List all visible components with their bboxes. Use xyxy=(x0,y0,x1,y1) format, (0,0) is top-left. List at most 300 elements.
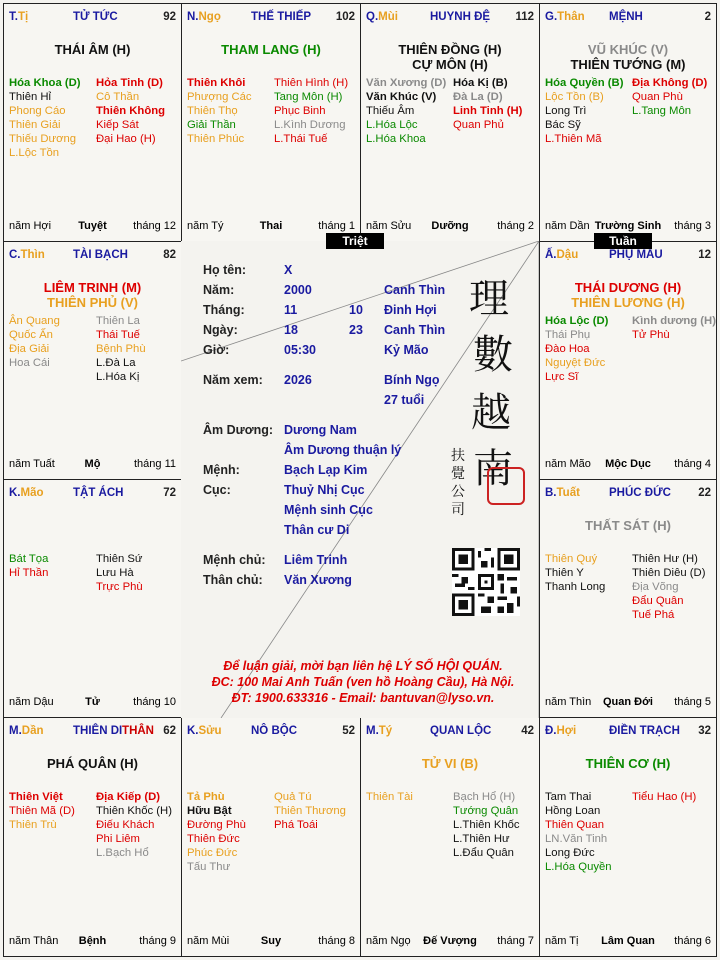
truong-sinh: Mộ xyxy=(84,458,101,470)
minor-star: Thiên Mã (D) xyxy=(9,805,75,817)
minor-star: Quả Tú xyxy=(274,791,312,803)
palace-number: 92 xyxy=(163,11,176,23)
palace-name: THẾ THIẾP xyxy=(251,11,312,23)
minor-stars-right xyxy=(632,76,707,118)
minor-star: Đà La (D) xyxy=(453,91,503,103)
minor-star: Thiên Quý xyxy=(545,553,598,565)
contact-line-3: ĐT: 1900.633316 - Email: bantuvan@lyso.vn. xyxy=(231,691,495,705)
gio-canchi: Kỷ Mão xyxy=(384,343,429,357)
palace-month: tháng 9 xyxy=(139,935,176,947)
gio-value: 05:30 xyxy=(284,343,316,357)
nam-xem-label: Năm xem: xyxy=(203,373,263,387)
minor-star: Thiên Giải xyxy=(9,119,61,131)
minor-star: Hữu Bật xyxy=(187,805,232,817)
minor-star: Văn Khúc (V) xyxy=(366,91,437,103)
palace-name: QUAN LỘC xyxy=(430,725,492,737)
ngay-label: Ngày: xyxy=(203,323,238,337)
logo-sub-2: 覺 xyxy=(451,466,465,482)
palace-suu xyxy=(181,717,361,957)
than-chu-value: Văn Xương xyxy=(284,573,352,587)
truong-sinh: Mộc Dục xyxy=(605,458,651,470)
palace-chi: Thìn xyxy=(20,249,45,261)
ho-ten-value: X xyxy=(284,263,293,277)
palace-chi: Mùi xyxy=(378,11,398,23)
minor-star: Hóa Kị (B) xyxy=(453,77,508,89)
palace-footer xyxy=(9,696,176,710)
palace-month: tháng 8 xyxy=(318,935,355,947)
palace-chi: Tuất xyxy=(556,487,580,499)
minor-star: Thái Phụ xyxy=(545,329,591,341)
minor-star: Hóa Khoa (D) xyxy=(9,77,81,89)
minor-star: Thái Tuế xyxy=(96,329,140,341)
minor-star: Thiên Tài xyxy=(366,791,413,803)
thang-label: Tháng: xyxy=(203,303,245,317)
minor-stars-right xyxy=(632,790,696,804)
minor-star: Nguyệt Đức xyxy=(545,357,606,369)
palace-number: 12 xyxy=(698,249,711,261)
palace-tuat xyxy=(539,479,717,718)
minor-star: Địa Giải xyxy=(9,343,50,355)
minor-stars-right xyxy=(96,552,143,594)
palace-footer xyxy=(187,220,355,234)
palace-chi: Ngọ xyxy=(198,11,221,23)
palace-footer xyxy=(545,220,711,234)
minor-star: Thiên Trù xyxy=(9,819,57,831)
minor-star: Trực Phù xyxy=(96,581,143,593)
minor-stars-right xyxy=(453,790,520,860)
truong-sinh: Quan Đới xyxy=(603,696,653,708)
minor-star: L.Bạch Hổ xyxy=(96,847,149,859)
contact-line-1: Để luận giải, mời bạn liên hệ LÝ SỐ HỘI QUÁN. xyxy=(223,659,503,673)
palace-year: năm Sửu xyxy=(366,220,412,232)
palace-year: năm Mùi xyxy=(187,935,230,947)
minor-star: L.Thiên Khốc xyxy=(453,819,520,831)
palace-can: Ấ.Dậu xyxy=(545,249,579,261)
minor-star: Long Đức xyxy=(545,847,595,859)
palace-header xyxy=(545,487,711,503)
palace-footer xyxy=(9,458,176,472)
minor-star: Linh Tinh (H) xyxy=(453,105,523,117)
tuan-badge: Tuần xyxy=(594,233,652,249)
minor-star: L.Đẩu Quân xyxy=(453,847,514,859)
minor-star: Phượng Các xyxy=(187,91,252,103)
palace-month: tháng 11 xyxy=(133,458,176,470)
minor-star: Lưu Hà xyxy=(96,567,134,579)
truong-sinh: Đế Vượng xyxy=(423,935,477,947)
minor-star: Thiên Sứ xyxy=(96,553,143,565)
palace-year: năm Ngọ xyxy=(366,935,411,947)
minor-stars-left xyxy=(545,790,612,874)
center-info-panel xyxy=(181,241,539,718)
palace-year: năm Mão xyxy=(545,458,591,470)
palace-header xyxy=(9,725,176,741)
main-star: THÁI DƯƠNG (H) xyxy=(574,280,682,295)
menh-value: Bạch Lạp Kim xyxy=(284,463,368,477)
menh-chu-value: Liêm Trinh xyxy=(284,553,348,567)
seal-stamp xyxy=(487,467,525,505)
minor-star: Thiên Việt xyxy=(9,791,63,803)
palace-name: THIÊN DI xyxy=(73,725,123,737)
palace-footer xyxy=(9,935,176,949)
logo-char-2: 數 xyxy=(473,332,513,378)
minor-star: Thiên Hỉ xyxy=(9,91,52,103)
minor-star: Bác Sỹ xyxy=(545,119,581,131)
minor-stars-right xyxy=(96,790,172,860)
palace-year: năm Thìn xyxy=(545,696,592,708)
palace-number: 52 xyxy=(342,725,355,737)
logo-char-1: 理 xyxy=(469,276,509,322)
minor-star: Bệnh Phù xyxy=(96,343,146,355)
minor-stars-right xyxy=(96,76,165,146)
minor-star: Thiên Hình (H) xyxy=(274,77,349,89)
minor-star: Hồng Loan xyxy=(545,805,601,817)
minor-star: Hóa Lộc (D) xyxy=(545,315,609,327)
minor-star: Thiên Hư (H) xyxy=(632,553,698,565)
ngay-value: 18 xyxy=(284,323,298,337)
minor-star: Thiên Không xyxy=(96,105,166,117)
ho-ten-label: Họ tên: xyxy=(203,263,247,277)
minor-star: Tướng Quân xyxy=(453,805,519,817)
palace-year: năm Tuất xyxy=(9,458,55,470)
am-duong-value: Dương Nam xyxy=(284,423,357,437)
minor-star: Hỏa Tinh (D) xyxy=(96,77,163,89)
palace-can: Đ.Hợi xyxy=(545,725,577,737)
minor-star: Cô Thần xyxy=(96,91,140,103)
palace-year: năm Dần xyxy=(545,220,590,232)
palace-ngo xyxy=(181,3,361,242)
main-star: VŨ KHÚC (V) xyxy=(587,42,669,57)
minor-star: L.Hóa Khoa xyxy=(366,133,426,145)
palace-number: 62 xyxy=(163,725,176,737)
minor-stars-right xyxy=(632,552,705,622)
cuc-label: Cục: xyxy=(203,483,231,497)
palace-year: năm Tị xyxy=(545,935,579,947)
palace-thin xyxy=(3,241,182,480)
minor-stars-left xyxy=(545,76,623,146)
truong-sinh: Tử xyxy=(85,696,100,708)
main-star: THAM LANG (H) xyxy=(221,42,321,57)
minor-star: L.Hóa Lộc xyxy=(366,119,418,131)
truong-sinh: Tuyệt xyxy=(78,220,107,232)
palace-header xyxy=(9,249,176,265)
minor-stars-left xyxy=(187,790,246,874)
main-star: THIÊN TƯỚNG (M) xyxy=(570,57,686,72)
minor-star: Phong Cáo xyxy=(9,105,66,117)
palace-month: tháng 5 xyxy=(674,696,711,708)
palace-header xyxy=(187,11,355,27)
logo-sub-1: 扶 xyxy=(451,448,465,464)
minor-stars-left xyxy=(9,552,48,580)
minor-stars-right xyxy=(274,76,348,146)
minor-star: Kiếp Sát xyxy=(96,119,139,131)
main-star: PHÁ QUÂN (H) xyxy=(47,756,138,771)
minor-star: Thiên Thương xyxy=(274,805,346,817)
palace-header xyxy=(187,725,355,741)
minor-star: Tiểu Hao (H) xyxy=(632,791,697,803)
than-chu-label: Thân chủ: xyxy=(203,573,263,587)
minor-star: Phá Toái xyxy=(274,819,318,831)
palace-footer xyxy=(9,220,176,234)
minor-star: Thiên La xyxy=(96,315,140,327)
main-star: CỰ MÔN (H) xyxy=(412,57,488,72)
palace-chi: Tị xyxy=(17,11,29,23)
main-star: THÁI ÂM (H) xyxy=(54,42,131,57)
palace-month: tháng 7 xyxy=(497,935,534,947)
minor-star: L.Thái Tuế xyxy=(274,133,328,145)
minor-star: Tử Phù xyxy=(632,329,670,341)
palace-chi: Tý xyxy=(378,725,393,737)
minor-star: Thiên Quan xyxy=(545,819,605,831)
minor-star: Thiên Phúc xyxy=(187,133,245,145)
minor-star: Bạch Hổ (H) xyxy=(453,791,516,803)
palace-year: năm Tý xyxy=(187,220,224,232)
palace-number: 32 xyxy=(698,725,711,737)
minor-star: Địa Không (D) xyxy=(632,77,708,89)
palace-year: năm Hợi xyxy=(9,220,52,232)
minor-star: Đại Hao (H) xyxy=(96,133,156,145)
minor-star: Thiên Khôi xyxy=(187,77,246,89)
palace-number: 72 xyxy=(163,487,176,499)
minor-star: Phi Liêm xyxy=(96,833,140,845)
minor-star: Hoa Cái xyxy=(9,357,50,369)
palace-mao xyxy=(3,479,182,718)
minor-star: Tam Thai xyxy=(545,791,592,803)
palace-header xyxy=(9,11,176,27)
palace-name: NÔ BỘC xyxy=(251,725,297,737)
minor-star: Hỉ Thần xyxy=(9,567,49,579)
palace-header xyxy=(9,487,176,503)
palace-month: tháng 12 xyxy=(133,220,176,232)
minor-star: Văn Xương (D) xyxy=(366,77,447,89)
palace-chi: Dậu xyxy=(556,249,579,261)
logo-char-3: 越 xyxy=(471,390,511,436)
minor-star: Địa Kiếp (D) xyxy=(96,791,161,803)
minor-star: Đẩu Quân xyxy=(632,595,684,607)
palace-number: 82 xyxy=(163,249,176,261)
palace-month: tháng 4 xyxy=(674,458,711,470)
truong-sinh: Suy xyxy=(260,935,282,947)
palace-number: 102 xyxy=(335,11,355,23)
triet-badge: Triệt xyxy=(326,233,384,249)
cuc-value: Thuỷ Nhị Cục xyxy=(284,483,365,497)
palace-can: M.Dần xyxy=(9,725,44,737)
thang-value: 11 xyxy=(284,303,298,317)
truong-sinh: Trường Sinh xyxy=(594,220,662,232)
palace-ti xyxy=(3,3,182,242)
palace-footer xyxy=(545,935,711,949)
palace-header xyxy=(545,249,711,265)
palace-month: tháng 6 xyxy=(674,935,711,947)
main-star: THIÊN LƯƠNG (H) xyxy=(571,295,685,310)
minor-star: Ân Quang xyxy=(9,315,60,327)
palace-header xyxy=(545,725,711,741)
minor-stars-right xyxy=(274,790,346,832)
minor-star: Tả Phù xyxy=(187,791,225,803)
minor-star: L.Hóa Quyền xyxy=(545,861,612,873)
tuoi-value: 27 tuổi xyxy=(384,393,425,407)
palace-chi: Mão xyxy=(20,487,44,499)
minor-star: Thiếu Âm xyxy=(366,105,415,117)
minor-star: Điếu Khách xyxy=(96,819,155,831)
nam-xem-canchi: Bính Ngọ xyxy=(384,373,440,387)
palace-month: tháng 3 xyxy=(674,220,711,232)
minor-star: LN.Văn Tinh xyxy=(545,833,608,845)
minor-star: Thiên Diêu (D) xyxy=(632,567,706,579)
palace-can: K.Mão xyxy=(9,487,44,499)
palace-can: N.Ngọ xyxy=(187,11,221,23)
minor-star: Lực Sĩ xyxy=(545,371,579,383)
minor-star: Đào Hoa xyxy=(545,343,590,355)
palace-year: năm Thân xyxy=(9,935,59,947)
minor-stars-left xyxy=(9,790,75,832)
menh-label: Mệnh: xyxy=(203,463,240,477)
minor-star: Phục Binh xyxy=(274,105,326,117)
palace-footer xyxy=(545,696,711,710)
minor-stars-right xyxy=(96,314,146,384)
palace-chi: Dần xyxy=(21,725,44,737)
palace-can: Q.Mùi xyxy=(366,11,398,23)
palace-month: tháng 10 xyxy=(133,696,176,708)
logo-char-4: 南 xyxy=(473,446,513,492)
minor-star: Kình dương (H) xyxy=(632,315,716,327)
main-star: TỬ VI (B) xyxy=(421,756,479,771)
main-star: THẤT SÁT (H) xyxy=(585,518,671,533)
minor-star: Quốc Ấn xyxy=(9,329,53,341)
logo-sub-4: 司 xyxy=(451,502,465,518)
menh-chu-label: Mệnh chủ: xyxy=(203,553,266,567)
minor-stars-left xyxy=(187,76,252,146)
palace-header xyxy=(366,725,534,741)
cuc-relation: Mệnh sinh Cục xyxy=(284,503,373,517)
palace-year: năm Dậu xyxy=(9,696,54,708)
palace-name: TỬ TỨC xyxy=(73,11,118,23)
minor-star: L.Thiên Hư xyxy=(453,833,510,845)
minor-star: Thiên Khốc (H) xyxy=(96,805,172,817)
truong-sinh: Lâm Quan xyxy=(601,935,655,947)
palace-name: PHỤ MẪU xyxy=(609,249,663,261)
palace-footer xyxy=(366,935,534,949)
minor-star: L.Tang Môn xyxy=(632,105,692,117)
palace-name: TẬT ÁCH xyxy=(73,487,124,499)
minor-stars-left xyxy=(366,790,413,804)
contact-line-2: ĐC: 100 Mai Anh Tuấn (ven hồ Hoàng Cầu), Hà Nội. xyxy=(211,675,515,689)
palace-can: T.Tị xyxy=(9,11,29,23)
minor-star: Hóa Quyền (B) xyxy=(545,77,624,89)
minor-star: Địa Võng xyxy=(632,581,679,593)
minor-stars-right xyxy=(453,76,522,132)
truong-sinh: Dưỡng xyxy=(431,220,469,232)
palace-chi: Hợi xyxy=(556,725,577,737)
minor-stars-left xyxy=(9,314,60,370)
palace-can: G.Thân xyxy=(545,11,585,23)
minor-star: Lộc Tồn (B) xyxy=(545,91,604,103)
minor-star: L.Đà La xyxy=(96,357,136,369)
minor-stars-left xyxy=(545,552,605,594)
minor-stars-right xyxy=(632,314,716,342)
palace-name: MỆNH xyxy=(609,11,643,23)
palace-ty xyxy=(360,717,540,957)
thang-amlich: 10 xyxy=(349,303,363,317)
minor-star: Bát Tọa xyxy=(9,553,49,565)
am-duong-ly: Âm Dương thuận lý xyxy=(284,443,402,457)
logo-sub-3: 公 xyxy=(451,484,465,500)
palace-header xyxy=(366,11,534,27)
minor-stars-left xyxy=(545,314,608,384)
truong-sinh: Thai xyxy=(259,220,283,232)
minor-star: Tuế Phá xyxy=(632,609,675,621)
palace-name: HUYNH ĐỆ xyxy=(430,11,491,23)
palace-number: 112 xyxy=(515,11,534,23)
minor-star: Thanh Long xyxy=(545,581,606,593)
palace-footer xyxy=(187,935,355,949)
qr-code-icon xyxy=(452,548,520,616)
palace-number: 42 xyxy=(521,725,534,737)
palace-can: B.Tuất xyxy=(545,487,580,499)
palace-hoi xyxy=(539,717,717,957)
ngay-amlich: 23 xyxy=(349,323,363,337)
thang-canchi: Đinh Hợi xyxy=(384,303,437,317)
main-star: THIÊN ĐỒNG (H) xyxy=(398,42,502,57)
palace-chi: Sửu xyxy=(198,725,222,737)
palace-can: C.Thìn xyxy=(9,249,45,261)
minor-star: Thiên Y xyxy=(545,567,584,579)
minor-star: Thiên Đức xyxy=(187,833,240,845)
minor-star: L.Lộc Tồn xyxy=(9,147,60,159)
minor-stars-left xyxy=(9,76,81,160)
than-marker: THÂN xyxy=(122,725,154,737)
main-star: THIÊN CƠ (H) xyxy=(585,756,671,771)
minor-star: Thiếu Dương xyxy=(9,133,77,145)
minor-star: Thiên Thọ xyxy=(187,105,238,117)
nam-value: 2000 xyxy=(284,283,312,297)
minor-star: Long Trì xyxy=(545,105,587,117)
than-cu: Thân cư Di xyxy=(284,523,350,537)
gio-label: Giờ: xyxy=(203,343,230,357)
am-duong-label: Âm Dương: xyxy=(203,423,274,437)
nam-xem-value: 2026 xyxy=(284,373,312,387)
palace-month: tháng 1 xyxy=(318,220,355,232)
minor-star: L.Thiên Mã xyxy=(545,133,602,145)
palace-name: TÀI BẠCH xyxy=(73,249,128,261)
minor-star: L.Kình Dương xyxy=(274,119,346,131)
palace-footer xyxy=(545,458,711,472)
palace-header xyxy=(545,11,711,27)
minor-star: Đường Phù xyxy=(187,819,246,831)
ngay-canchi: Canh Thìn xyxy=(384,323,446,337)
palace-dau xyxy=(539,241,717,480)
minor-star: Tấu Thư xyxy=(187,861,231,873)
palace-name: PHÚC ĐỨC xyxy=(609,487,671,499)
nam-label: Năm: xyxy=(203,283,235,297)
palace-number: 2 xyxy=(704,11,711,23)
minor-star: L.Hóa Kị xyxy=(96,371,140,383)
main-star: LIÊM TRINH (M) xyxy=(43,280,142,295)
palace-name: ĐIỀN TRẠCH xyxy=(609,725,680,737)
truong-sinh: Bệnh xyxy=(78,935,107,947)
minor-star: Tang Môn (H) xyxy=(274,91,343,103)
minor-star: Phúc Đức xyxy=(187,847,238,859)
palace-can: K.Sửu xyxy=(187,725,222,737)
palace-than xyxy=(539,3,717,242)
palace-chi: Thân xyxy=(557,11,585,23)
nam-canchi: Canh Thìn xyxy=(384,283,446,297)
palace-dan xyxy=(3,717,182,957)
palace-can: M.Tý xyxy=(366,725,393,737)
palace-mui xyxy=(360,3,540,242)
main-star: THIÊN PHỦ (V) xyxy=(47,295,138,310)
minor-stars-left xyxy=(366,76,446,146)
palace-footer xyxy=(366,220,534,234)
